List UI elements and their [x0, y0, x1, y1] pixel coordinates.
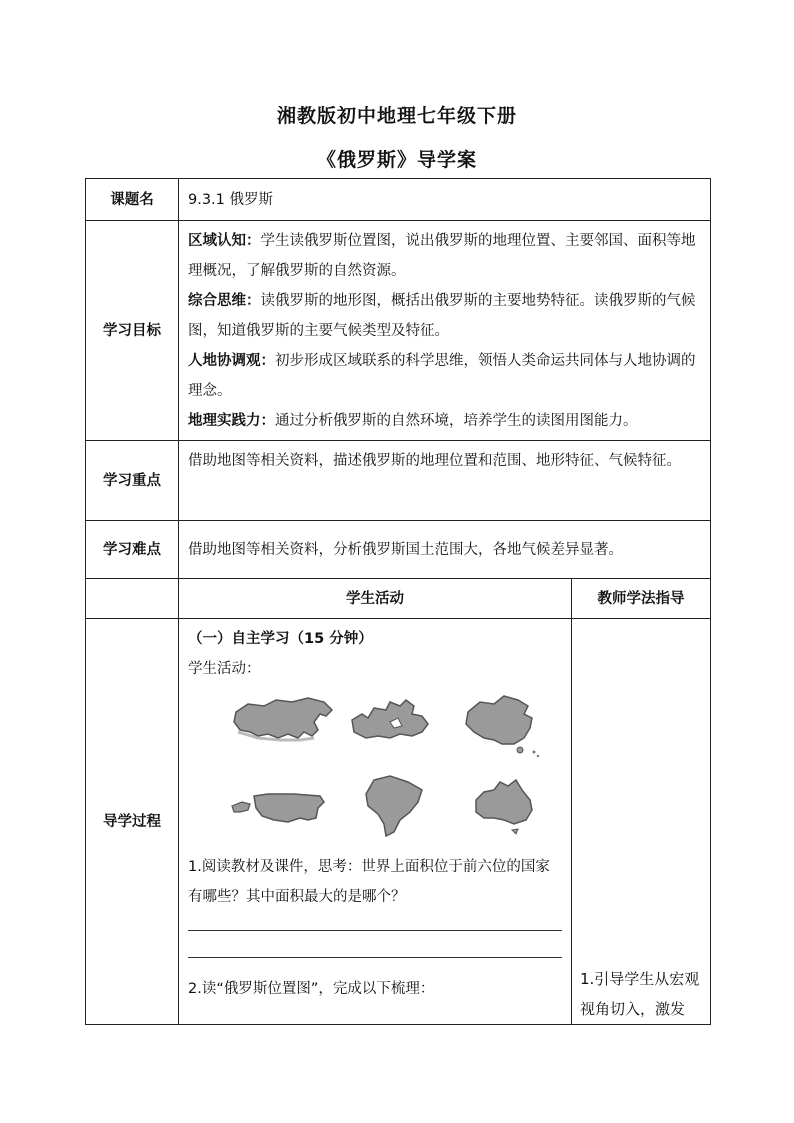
canada-map-icon [338, 692, 448, 760]
topic-row [86, 179, 711, 221]
document-subtitle: 《俄罗斯》导学案 [316, 149, 477, 171]
key-value: 借助地图等相关资料，描述俄罗斯的地理位置和范围、地形特征、气候特征。 [179, 441, 711, 521]
australia-map-icon [448, 772, 558, 840]
column-header-row [86, 579, 711, 619]
difficulty-value: 借助地图等相关资料，分析俄罗斯国土范围大，各地气候差异显著。 [179, 521, 711, 579]
goal-item: 区域认知：学生读俄罗斯位置图，说出俄罗斯的地理位置、主要邻国、面积等地理概况，了解俄罗斯的自然资源。 [188, 233, 696, 279]
empty-header-cell [86, 579, 179, 619]
process-row [86, 619, 711, 1025]
china-map-icon [448, 692, 558, 760]
topic-value: 9.3.1 俄罗斯 [179, 179, 711, 221]
usa-map-icon [228, 772, 338, 840]
goal-item: 地理实践力：通过分析俄罗斯的自然环境，培养学生的读图用图能力。 [188, 413, 638, 429]
question-1: 1.阅读教材及课件，思考：世界上面积位于前六位的国家有哪些？其中面积最大的是哪个？ [188, 859, 550, 905]
teacher-guide-text: 1.引导学生从宏观视角切入，激发 [580, 970, 700, 1018]
russia-map-icon [228, 692, 338, 760]
student-activity-header: 学生活动 [179, 579, 572, 619]
country-shapes [228, 692, 558, 852]
key-row [86, 441, 711, 521]
section-title: （一）自主学习（15 分钟） [188, 631, 373, 647]
lesson-table [85, 178, 711, 1025]
goal-item: 人地协调观：初步形成区域联系的科学思维，领悟人类命运共同体与人地协调的理念。 [188, 353, 696, 399]
key-label: 学习重点 [86, 441, 179, 521]
goals-content [179, 221, 711, 441]
topic-label: 课题名 [86, 179, 179, 221]
process-content [179, 619, 572, 1025]
process-label: 导学过程 [86, 619, 179, 1025]
goal-item: 综合思维：读俄罗斯的地形图，概括出俄罗斯的主要地势特征。读俄罗斯的气候图，知道俄罗斯的主要气候类型及特征。 [188, 293, 696, 339]
goals-row [86, 221, 711, 441]
difficulty-row [86, 521, 711, 579]
difficulty-label: 学习难点 [86, 521, 179, 579]
teacher-guide-cell [572, 619, 711, 1025]
activity-label: 学生活动： [188, 661, 261, 677]
brazil-map-icon [338, 772, 448, 840]
answer-line[interactable] [188, 947, 562, 958]
question-2: 2.读“俄罗斯位置图”，完成以下梳理： [188, 981, 435, 997]
document-title: 湘教版初中地理七年级下册 [276, 105, 517, 127]
teacher-guide-header: 教师学法指导 [572, 579, 711, 619]
answer-line[interactable] [188, 920, 562, 931]
goals-label: 学习目标 [86, 221, 179, 441]
